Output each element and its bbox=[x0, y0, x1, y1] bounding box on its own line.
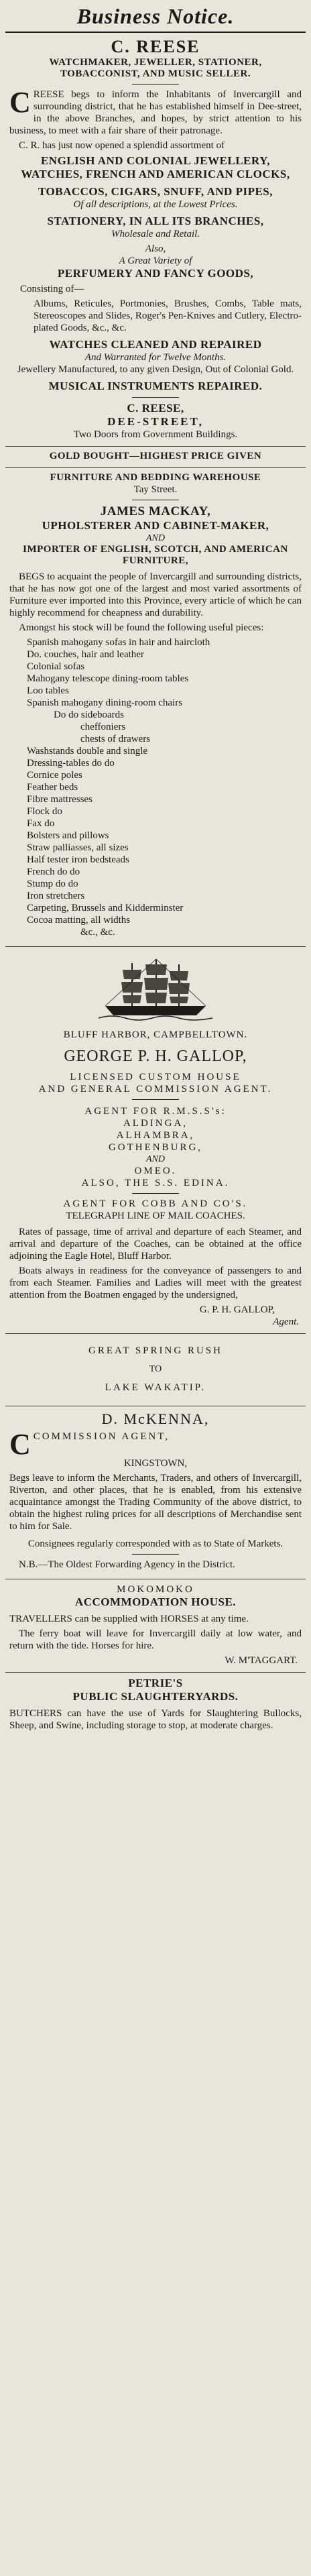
list-item: Bolsters and pillows bbox=[27, 830, 109, 841]
gallop-name: GEORGE P. H. GALLOP, bbox=[64, 1048, 247, 1065]
reese-intro bbox=[9, 86, 302, 137]
list-item: Cornice poles bbox=[27, 770, 82, 781]
gallop-edina: ALSO, THE S.S. EDINA. bbox=[81, 1178, 230, 1188]
mackay-warehouse: FURNITURE AND BEDDING WAREHOUSE bbox=[50, 472, 261, 483]
divider bbox=[132, 1554, 179, 1555]
reese-jewellery-made: Jewellery Manufactured, to any given Design, Out of Colonial Gold. bbox=[17, 364, 294, 375]
mokomoko-body-1: TRAVELLERS can be supplied with HORSES at any time. bbox=[9, 1614, 249, 1624]
mckenna-name: D. McKENNA, bbox=[101, 1410, 210, 1427]
list-item: Iron stretchers bbox=[27, 891, 85, 901]
mackay-stock-list bbox=[27, 636, 302, 938]
rush-to: TO bbox=[149, 1364, 162, 1374]
reese-goods-list: Albums, Reticules, Portmonies, Brushes, Combs, Table mats, Stereoscopes and Slides, Roger's Pen-Knives and Cutlery, Electro-plated Goods, &c., &c. bbox=[34, 298, 302, 333]
reese-warranted: And Warranted for Twelve Months. bbox=[84, 352, 227, 363]
list-item: Stump do do bbox=[27, 879, 78, 889]
rush-advertisement bbox=[5, 1334, 306, 1406]
reese-tobacco: TOBACCOS, CIGARS, SNUFF, AND PIPES, bbox=[38, 185, 273, 198]
mokomoko-advertisement bbox=[5, 1579, 306, 1673]
divider bbox=[132, 1193, 179, 1194]
gallop-cobb-1: AGENT FOR COBB AND CO'S. bbox=[63, 1198, 248, 1209]
list-item: Colonial sofas bbox=[27, 661, 85, 672]
reese-jewellery: ENGLISH AND COLONIAL JEWELLERY, WATCHES, FRENCH AND AMERICAN CLOCKS, bbox=[21, 154, 290, 180]
mckenna-body: Begs leave to inform the Merchants, Traders, and others of Invercargill, Riverton, and other places, that he is enabled, from his extensive acquaintance amongst the Trading Community of the above district, to obtain the highest ruling prices for all descriptions of Merchandise sent to him for Sale. bbox=[9, 1473, 302, 1532]
divider bbox=[132, 397, 179, 398]
list-item: Cocoa matting, all widths bbox=[27, 915, 131, 926]
newspaper-column bbox=[5, 0, 306, 2576]
gallop-cobb-2: TELEGRAPH LINE OF MAIL COACHES. bbox=[66, 1211, 245, 1221]
reese-also: Also, bbox=[145, 243, 166, 254]
list-item: Mahogany telescope dining-room tables bbox=[27, 673, 189, 684]
mckenna-title-line bbox=[9, 1428, 302, 1461]
reese-variety: A Great Variety of bbox=[119, 256, 192, 266]
gallop-role: Agent. bbox=[273, 1317, 299, 1327]
list-item: Spanish mahogany sofas in hair and haircloth bbox=[27, 637, 210, 648]
gallop-agent-for: AGENT FOR R.M.S.S's: bbox=[84, 1106, 227, 1117]
list-item: Fax do bbox=[27, 818, 55, 829]
mckenna-advertisement bbox=[5, 1406, 306, 1579]
list-item: Half tester iron bedsteads bbox=[27, 854, 129, 865]
petrie-advertisement bbox=[5, 1673, 306, 1740]
mckenna-place: KINGSTOWN, bbox=[123, 1458, 188, 1469]
mackay-advertisement bbox=[5, 468, 306, 947]
list-item: Fibre mattresses bbox=[27, 794, 92, 805]
mokomoko-sign: W. M'TAGGART. bbox=[225, 1655, 298, 1666]
gallop-boats: Boats always in readiness for the conveyance of passengers to and from each Steamer. Families and Ladies will meet with the greatest attention from the Boatmen engaged by the undersigned, bbox=[9, 1266, 302, 1300]
gallop-ship-2: ALHAMBRA, bbox=[116, 1130, 195, 1141]
mokomoko-house: ACCOMMODATION HOUSE. bbox=[74, 1595, 237, 1608]
reese-intro-text: REESE begs to inform the Inhabitants of Invercargill and surrounding district, that he has established himself in Dee-street, in the above Branches, and hopes, by strict attention to his business, to meet with a fair share of their patronage. bbox=[9, 89, 302, 136]
reese-perfumery: PERFUMERY AND FANCY GOODS, bbox=[57, 267, 254, 280]
gallop-and: AND bbox=[146, 1154, 165, 1164]
list-item: Straw palliasses, all sizes bbox=[27, 842, 129, 853]
mackay-and: AND bbox=[146, 533, 165, 543]
gold-advertisement bbox=[5, 447, 306, 468]
gallop-advertisement bbox=[5, 947, 306, 1334]
rush-line-1: GREAT SPRING RUSH bbox=[88, 1345, 223, 1356]
mckenna-title: COMMISSION AGENT, bbox=[33, 1431, 170, 1442]
mokomoko-body-2: The ferry boat will leave for Invercargill daily at low water, and return with the tide. Horses for hire. bbox=[9, 1628, 302, 1651]
reese-name: C. REESE bbox=[111, 37, 200, 56]
gallop-ship-1: ALDINGA, bbox=[123, 1118, 188, 1129]
list-item: Feather beds bbox=[27, 782, 78, 793]
mackay-importer: IMPORTER OF ENGLISH, SCOTCH, AND AMERICAN FURNITURE, bbox=[23, 544, 288, 566]
mckenna-consignees: Consignees regularly corresponded with as to State of Markets. bbox=[27, 1538, 284, 1549]
list-item: Dressing-tables do do bbox=[27, 758, 115, 769]
mackay-stock-intro: Amongst his stock will be found the following useful pieces: bbox=[19, 622, 264, 633]
reese-opened: C. R. has just now opened a splendid assortment of bbox=[19, 140, 225, 151]
list-item: Carpeting, Brussels and Kidderminster bbox=[27, 903, 184, 913]
reese-stationery: STATIONERY, IN ALL ITS BRANCHES, bbox=[47, 215, 264, 227]
list-item: &c., &c. bbox=[80, 927, 115, 938]
reese-sign-street: DEE-STREET, bbox=[107, 415, 204, 428]
mackay-street: Tay Street. bbox=[133, 484, 178, 495]
divider bbox=[132, 1099, 179, 1100]
reese-watches: WATCHES CLEANED AND REPAIRED bbox=[49, 338, 262, 351]
reese-advertisement bbox=[5, 33, 306, 447]
sailing-ship-icon bbox=[99, 956, 212, 1023]
reese-music: MUSICAL INSTRUMENTS REPAIRED. bbox=[48, 380, 263, 392]
reese-consisting: Consisting of— bbox=[20, 284, 84, 294]
mokomoko-name: MOKOMOKO bbox=[117, 1584, 194, 1595]
gallop-sign: G. P. H. GALLOP, bbox=[199, 1304, 275, 1315]
petrie-house: PUBLIC SLAUGHTERYARDS. bbox=[72, 1690, 239, 1703]
list-item: French do do bbox=[27, 866, 80, 877]
reese-wholesale: Wholesale and Retail. bbox=[111, 229, 200, 239]
gallop-licensed: LICENSED CUSTOM HOUSE bbox=[70, 1072, 241, 1082]
gallop-rates: Rates of passage, time of arrival and departure of each Steamer, and arrival and departure of the Coaches, can be obtained at the office adjoining the Eagle Hotel, Bluff Harbor. bbox=[9, 1227, 302, 1262]
mackay-name: JAMES MACKAY, bbox=[100, 504, 211, 518]
reese-prices: Of all descriptions, at the Lowest Prices. bbox=[73, 199, 238, 210]
list-item: Spanish mahogany dining-room chairs bbox=[27, 697, 183, 708]
list-item: Washstands double and single bbox=[27, 746, 148, 757]
mckenna-nb: N.B.—The Oldest Forwarding Agency in the District. bbox=[19, 1559, 235, 1570]
gallop-ship-3: GOTHENBURG, bbox=[108, 1142, 203, 1153]
list-item: Loo tables bbox=[27, 685, 69, 696]
gold-heading: GOLD BOUGHT—HIGHEST PRICE GIVEN bbox=[49, 451, 262, 461]
gallop-commission: AND GENERAL COMMISSION AGENT. bbox=[38, 1084, 273, 1095]
mackay-intro: BEGS to acquaint the people of Invercargill and surrounding districts, that he has now got one of the largest and most varied assortments of Furniture ever imported into this Province, every article of which he can highly recommend for cheapness and durability. bbox=[9, 571, 302, 618]
petrie-body: BUTCHERS can have the use of Yards for Slaughtering Bullocks, Sheep, and Swine, including storage to stop, at moderate charges. bbox=[9, 1708, 302, 1731]
mackay-trade: UPHOLSTERER AND CABINET-MAKER, bbox=[42, 519, 269, 532]
list-item: Do do sideboards bbox=[54, 710, 124, 720]
drop-cap: C bbox=[9, 86, 31, 119]
petrie-name: PETRIE'S bbox=[128, 1677, 183, 1689]
reese-trades: WATCHMAKER, JEWELLER, STATIONER, TOBACCONIST, AND MUSIC SELLER. bbox=[49, 57, 262, 79]
rush-line-2: LAKE WAKATIP. bbox=[105, 1382, 206, 1393]
list-item: chests of drawers bbox=[80, 734, 151, 744]
gallop-place: BLUFF HARBOR, CAMPBELLTOWN. bbox=[63, 1029, 248, 1040]
divider bbox=[132, 84, 179, 85]
gallop-omeo: OMEO. bbox=[134, 1166, 177, 1176]
reese-sign-name: C. REESE, bbox=[127, 402, 184, 414]
drop-cap: C bbox=[9, 1428, 31, 1461]
list-item: Do. couches, hair and leather bbox=[27, 649, 144, 660]
reese-sign-address: Two Doors from Government Buildings. bbox=[73, 429, 238, 440]
list-item: cheffoniers bbox=[80, 722, 126, 732]
list-item: Flock do bbox=[27, 806, 62, 817]
masthead: Business Notice. bbox=[5, 3, 306, 33]
